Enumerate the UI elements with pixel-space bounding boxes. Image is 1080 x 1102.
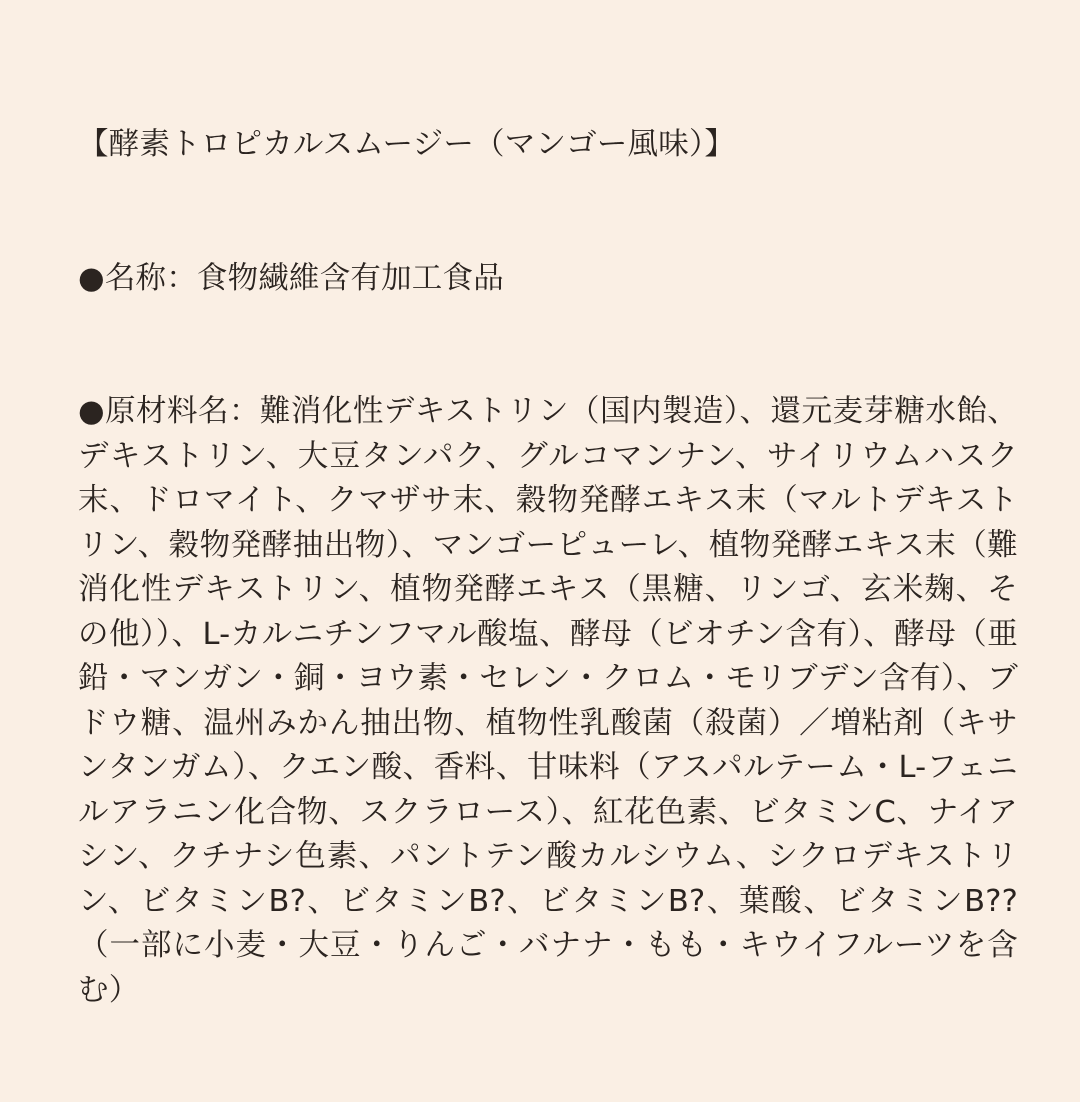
product-category-line: ●名称：食物繊維含有加工食品 xyxy=(78,260,504,296)
ingredients-list: ●原材料名：難消化性デキストリン（国内製造）、還元麦芽糖水飴、デキストリン、大豆タンパク、グルコマンナン、サイリウムハスク末、ドロマイト、クマザサ末、穀物発酵エキス末（マルトデキストリン、穀物発酵抽出物）、マンゴーピューレ、植物発酵エキス末（難消化性デキストリン、植物発酵エキス（黒糖、リンゴ、玄米麹、その他））、L-カルニチンフマル酸塩、酵母（ビオチン含有）、酵母（亜鉛・マンガン・銅・ヨウ素・セレン・クロム・モリブデン含有）、ブドウ糖、温州みかん抽出物、植物性乳酸菌（殺菌）／増粘剤（キサンタンガム）、クエン酸、香料、甘味料（アスパルテーム・L-フェニルアラニン化合物、スクラロース）、紅花色素、ビタミンC、ナイアシン、クチナシ色素、パントテン酸カルシウム、シクロデキストリン、ビタミンB?、ビタミンB?、ビタミンB?、葉酸、ビタミンB??（一部に小麦・大豆・りんご・バナナ・もも・キウイフルーツを含む） xyxy=(78,394,1018,1008)
ingredient-label-text xyxy=(78,34,1018,1102)
product-title: 【酵素トロピカルスムージー（マンゴー風味）】 xyxy=(78,127,736,162)
